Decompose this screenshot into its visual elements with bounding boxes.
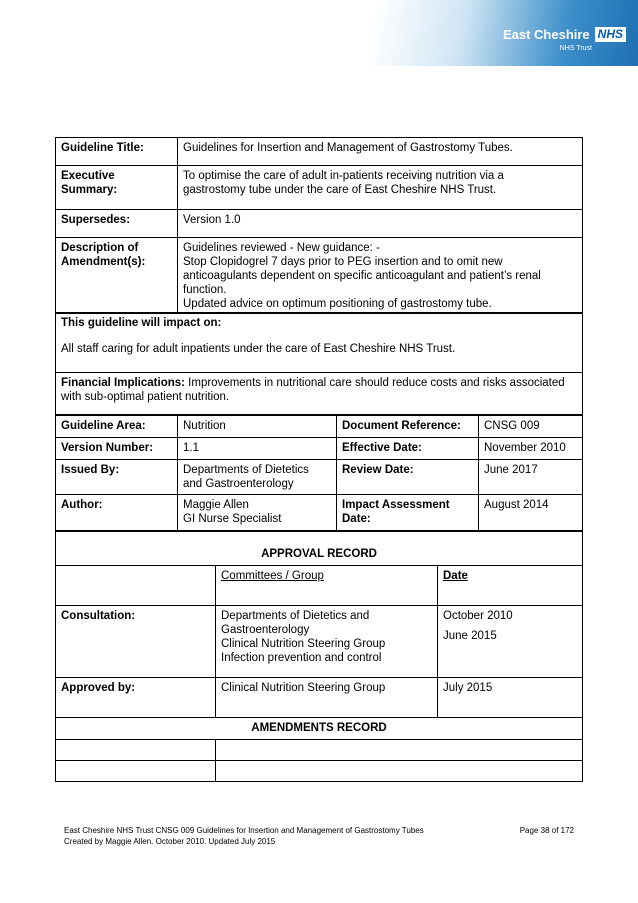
document-reference-value: CNSG 009 (479, 416, 583, 438)
trust-logo (503, 27, 626, 42)
amendment-cell (56, 761, 216, 782)
approval-table (55, 531, 583, 782)
executive-summary-label: Executive Summary: (56, 166, 178, 210)
table-row (56, 210, 583, 238)
executive-summary-value: To optimise the care of adult in-patients receiving nutrition via a gastrostomy tube under the care of East Cheshire NHS Trust. (178, 166, 583, 210)
approval-record-title: APPROVAL RECORD (56, 532, 583, 566)
approved-by-label: Approved by: (56, 678, 216, 718)
guideline-title-value: Guidelines for Insertion and Management of Gastrostomy Tubes. (178, 138, 583, 166)
details-table (55, 415, 583, 531)
impact-cell (56, 313, 583, 373)
effective-date-value: November 2010 (479, 438, 583, 460)
guideline-title-label: Guideline Title: (56, 138, 178, 166)
impact-assessment-label: Impact Assessment Date: (337, 495, 479, 531)
description-value: Guidelines reviewed - New guidance: - Stop Clopidogrel 7 days prior to PEG insertion and to omit new anticoagulants dependent on specific anticoagulant and patient’s renal function. Updated advice on optimum positioning of gastrostomy tube. (178, 238, 583, 314)
amendment-cell (216, 761, 583, 782)
table-row (56, 313, 583, 373)
author-label: Author: (56, 495, 178, 531)
amendment-cell (216, 740, 583, 761)
table-row (56, 495, 583, 531)
review-date-label: Review Date: (337, 460, 479, 495)
table-row (56, 238, 583, 314)
table-row (56, 416, 583, 438)
description-label: Description of Amendment(s): (56, 238, 178, 314)
guideline-area-label: Guideline Area: (56, 416, 178, 438)
approval-blank-cell (56, 566, 216, 606)
author-value: Maggie Allen GI Nurse Specialist (178, 495, 337, 531)
date-header: Date (438, 566, 583, 606)
approved-by-group: Clinical Nutrition Steering Group (216, 678, 438, 718)
committees-header: Committees / Group (216, 566, 438, 606)
consultation-label: Consultation: (56, 606, 216, 678)
table-row (56, 460, 583, 495)
amendments-record-title: AMENDMENTS RECORD (56, 718, 583, 740)
guideline-area-value: Nutrition (178, 416, 337, 438)
version-number-value: 1.1 (178, 438, 337, 460)
org-name: East Cheshire (502, 27, 590, 42)
consultation-dates: October 2010 June 2015 (438, 606, 583, 678)
impact-text: All staff caring for adult inpatients under the care of East Cheshire NHS Trust. (61, 343, 456, 355)
effective-date-label: Effective Date: (337, 438, 479, 460)
issued-by-value: Departments of Dietetics and Gastroenterology (178, 460, 337, 495)
document-reference-label: Document Reference: (337, 416, 479, 438)
footer-created: Created by Maggie Allen. October 2010. Updated July 2015 (64, 837, 276, 846)
page-footer (64, 825, 574, 847)
supersedes-label: Supersedes: (56, 210, 178, 238)
table-row (56, 678, 583, 718)
amendment-cell (56, 740, 216, 761)
table-row (56, 438, 583, 460)
review-date-value: June 2017 (479, 460, 583, 495)
issued-by-label: Issued By: (56, 460, 178, 495)
financial-text-cont: with sub-optimal patient nutrition. (61, 391, 230, 403)
footer-page-number: Page 38 of 172 (519, 826, 574, 835)
table-row (56, 761, 583, 782)
table-row (56, 138, 583, 166)
impact-assessment-value: August 2014 (479, 495, 583, 531)
table-row (56, 166, 583, 210)
footer-doc-title: East Cheshire NHS Trust CNSG 009 Guidelines for Insertion and Management of Gastrostomy Tubes (64, 826, 424, 835)
financial-label: Financial Implications: (61, 377, 185, 389)
financial-text: Improvements in nutritional care should reduce costs and risks associated (184, 377, 565, 389)
table-row (56, 606, 583, 678)
org-subtitle: NHS Trust (559, 45, 592, 52)
approved-by-date: July 2015 (438, 678, 583, 718)
table-row (56, 373, 583, 415)
summary-table (55, 137, 583, 314)
table-row (56, 566, 583, 606)
impact-heading: This guideline will impact on: (61, 317, 222, 329)
consultation-groups: Departments of Dietetics and Gastroenterology Clinical Nutrition Steering Group Infection prevention and control (216, 606, 438, 678)
version-number-label: Version Number: (56, 438, 178, 460)
table-row (56, 532, 583, 566)
nhs-logo-icon: NHS (595, 27, 626, 42)
impact-table (55, 312, 583, 415)
financial-cell (56, 373, 583, 415)
supersedes-value: Version 1.0 (178, 210, 583, 238)
table-row (56, 740, 583, 761)
table-row (56, 718, 583, 740)
